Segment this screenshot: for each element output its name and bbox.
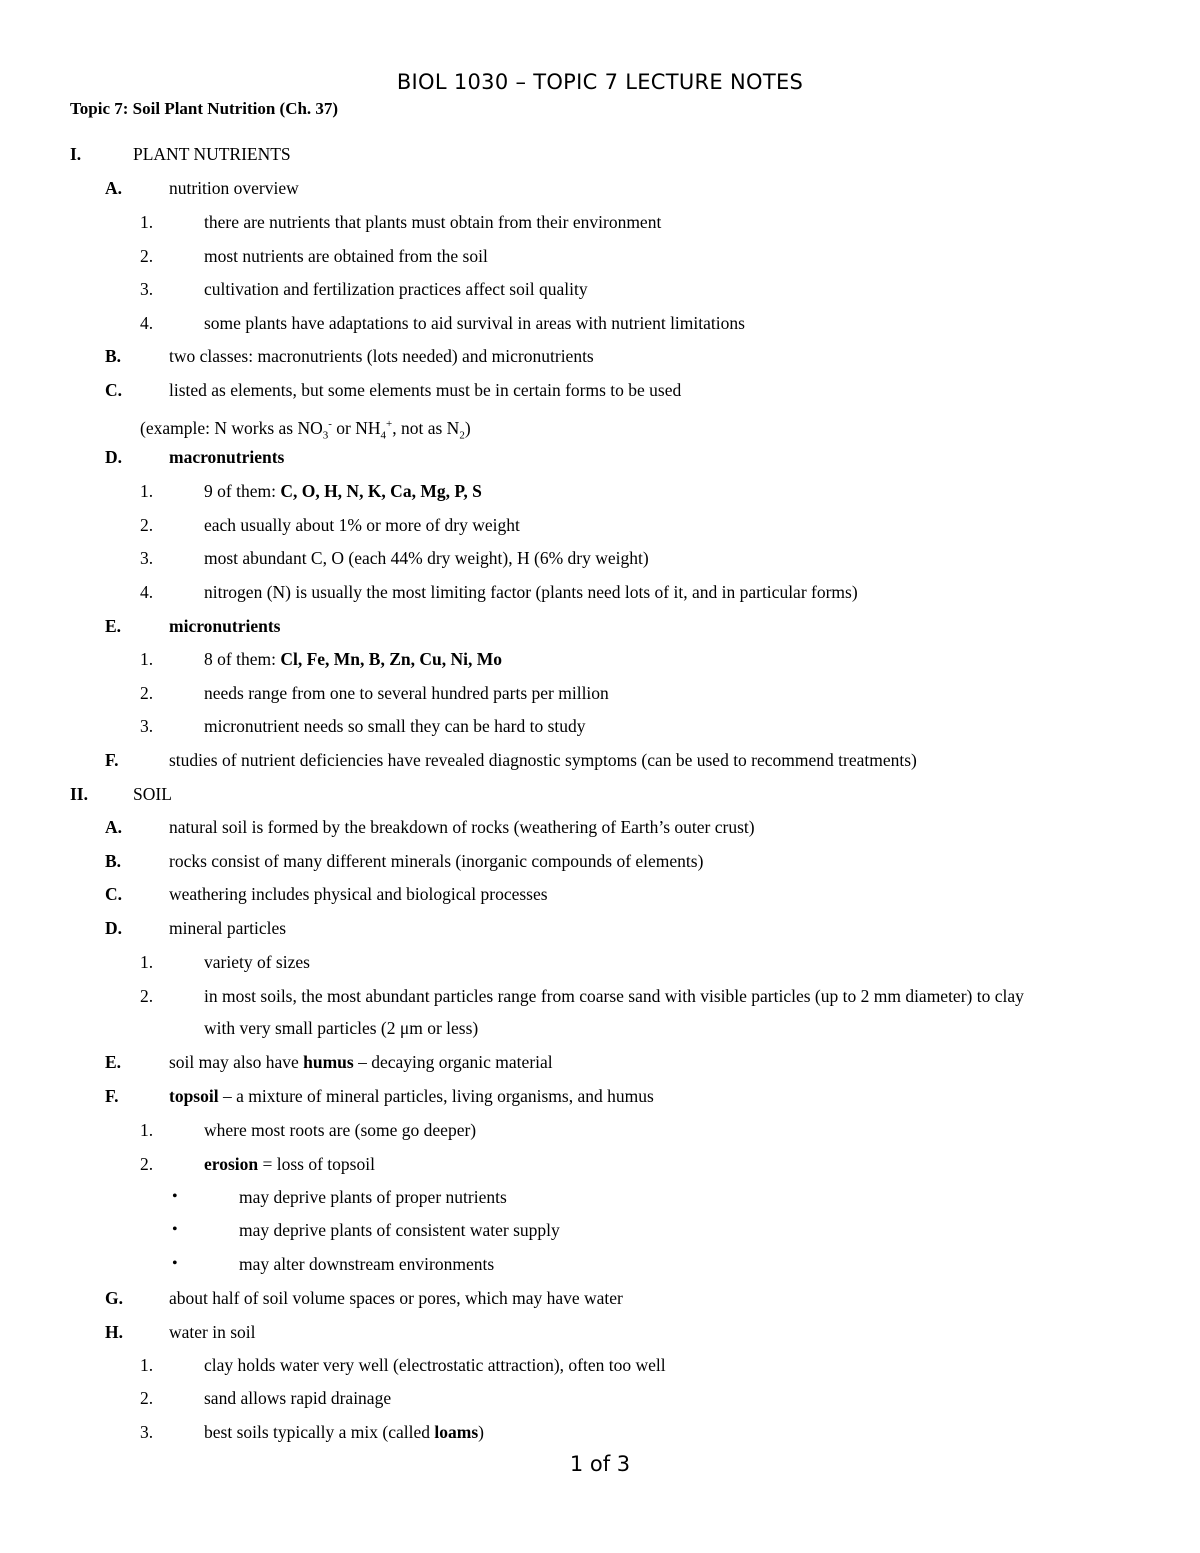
outline-item-level2 — [0, 171, 1200, 205]
outline-marker: 1. — [140, 1120, 154, 1140]
outline-item-level3 — [0, 642, 1200, 676]
outline-text: micronutrient needs so small they can be hard to study — [204, 716, 586, 736]
outline-text: SOIL — [133, 784, 172, 804]
bullet-icon: • — [172, 1255, 178, 1272]
outline-marker: 1. — [140, 212, 154, 232]
outline-text: best soils typically a mix (called loams) — [204, 1422, 484, 1442]
outline-item-level3 — [0, 205, 1200, 239]
outline-item-level3 — [0, 1415, 1200, 1449]
outline-text: two classes: macronutrients (lots needed) and micronutrients — [169, 346, 594, 366]
outline-item-level1 — [0, 777, 1200, 811]
outline-marker: E. — [105, 616, 122, 636]
outline-text: with very small particles (2 μm or less) — [204, 1018, 479, 1038]
outline-item-level2 — [0, 877, 1200, 911]
outline-item-level3 — [0, 945, 1200, 979]
outline-text: sand allows rapid drainage — [204, 1388, 392, 1408]
outline-marker: 3. — [140, 716, 154, 736]
outline-text: nitrogen (N) is usually the most limiting factor (plants need lots of it, and in particular forms) — [204, 582, 858, 602]
outline-marker: 4. — [140, 582, 154, 602]
chemical-forms-example: (example: N works as $NO_3^-$ or $NH_4^+$, not as $N_2$) — [140, 417, 471, 442]
outline-text: 9 of them: C, O, H, N, K, Ca, Mg, P, S — [204, 481, 482, 501]
outline-marker: G. — [105, 1288, 123, 1308]
outline-item-level2 — [0, 609, 1200, 643]
outline-marker: 1. — [140, 952, 154, 972]
outline-text: clay holds water very well (electrostatic attraction), often too well — [204, 1355, 666, 1375]
outline-item-level3 — [0, 1381, 1200, 1415]
outline-marker: 1. — [140, 1355, 154, 1375]
outline-item-level3 — [0, 272, 1200, 306]
outline-text: rocks consist of many different minerals (inorganic compounds of elements) — [169, 851, 704, 871]
outline-text: macronutrients — [169, 447, 285, 467]
outline-text: most abundant C, O (each 44% dry weight), H (6% dry weight) — [204, 548, 649, 568]
outline-item-level3 — [0, 709, 1200, 743]
outline-text: needs range from one to several hundred parts per million — [204, 683, 609, 703]
outline-item-level3 — [0, 1348, 1200, 1382]
outline-marker: C. — [105, 884, 123, 904]
outline-text: may deprive plants of consistent water supply — [239, 1220, 560, 1240]
outline-text: erosion = loss of topsoil — [204, 1154, 375, 1174]
outline-text: each usually about 1% or more of dry weight — [204, 515, 520, 535]
outline-text: topsoil – a mixture of mineral particles, living organisms, and humus — [169, 1086, 654, 1106]
outline-text: in most soils, the most abundant particles range from coarse sand with visible particles (up to 2 mm diameter) to clay — [204, 986, 1024, 1006]
outline-item-level3 — [0, 508, 1200, 542]
outline-text: weathering includes physical and biological processes — [169, 884, 548, 904]
outline-item-level3 — [0, 575, 1200, 609]
outline-marker: 2. — [140, 515, 154, 535]
outline-item-level2 — [0, 1079, 1200, 1113]
outline-wrap-line — [0, 1011, 1200, 1045]
outline-marker: 2. — [140, 683, 154, 703]
outline-marker: 3. — [140, 1422, 154, 1442]
topic-subtitle: Topic 7: Soil Plant Nutrition (Ch. 37) — [70, 99, 339, 118]
outline-marker: 4. — [140, 313, 154, 333]
outline-text: about half of soil volume spaces or pores, which may have water — [169, 1288, 623, 1308]
outline-marker: 3. — [140, 548, 154, 568]
outline-marker: 2. — [140, 986, 154, 1006]
outline-marker: 2. — [140, 246, 154, 266]
outline-item-level3 — [0, 979, 1200, 1013]
outline-item-level2 — [0, 1315, 1200, 1349]
outline-item-level3 — [0, 1147, 1200, 1181]
page-number: 1 of 3 — [569, 1452, 631, 1476]
outline-item-level3 — [0, 474, 1200, 508]
outline-marker: A. — [105, 178, 123, 198]
outline-marker: H. — [105, 1322, 123, 1342]
outline-text: water in soil — [169, 1322, 256, 1342]
outline-item-level2 — [0, 810, 1200, 844]
outline-marker: D. — [105, 918, 123, 938]
outline-marker: B. — [105, 346, 122, 366]
outline-marker: A. — [105, 817, 123, 837]
outline-item-level2 — [0, 1281, 1200, 1315]
outline-item-level2 — [0, 743, 1200, 777]
outline-item-level3 — [0, 239, 1200, 273]
outline-item-level2 — [0, 339, 1200, 373]
outline-marker: 2. — [140, 1154, 154, 1174]
outline-text: PLANT NUTRIENTS — [133, 144, 291, 164]
outline-marker: 1. — [140, 649, 154, 669]
page-header: BIOL 1030 – TOPIC 7 LECTURE NOTES — [396, 70, 804, 94]
outline-marker: 1. — [140, 481, 154, 501]
bullet-icon: • — [172, 1221, 178, 1238]
outline-text: may deprive plants of proper nutrients — [239, 1187, 507, 1207]
outline-item-level2 — [0, 440, 1200, 474]
outline-text: some plants have adaptations to aid survival in areas with nutrient limitations — [204, 313, 745, 333]
outline-marker: II. — [70, 784, 88, 804]
outline-text: cultivation and fertilization practices affect soil quality — [204, 279, 588, 299]
outline-text: most nutrients are obtained from the soil — [204, 246, 488, 266]
bullet-item — [0, 1213, 1200, 1247]
bullet-item — [0, 1247, 1200, 1281]
outline-continuation — [0, 407, 1200, 441]
outline-item-level2 — [0, 844, 1200, 878]
outline-text: there are nutrients that plants must obtain from their environment — [204, 212, 662, 232]
outline-text: soil may also have humus – decaying organic material — [169, 1052, 553, 1072]
outline-marker: F. — [105, 1086, 119, 1106]
outline-marker: C. — [105, 380, 123, 400]
outline-item-level3 — [0, 676, 1200, 710]
outline-item-level2 — [0, 911, 1200, 945]
outline-marker: I. — [70, 144, 82, 164]
outline-marker: B. — [105, 851, 122, 871]
bullet-item — [0, 1180, 1200, 1214]
outline-item-level3 — [0, 306, 1200, 340]
outline-item-level2 — [0, 373, 1200, 407]
outline-item-level1 — [0, 137, 1200, 171]
outline-marker: F. — [105, 750, 119, 770]
outline-marker: E. — [105, 1052, 122, 1072]
outline-text: mineral particles — [169, 918, 287, 938]
outline-marker: D. — [105, 447, 123, 467]
outline-item-level3 — [0, 541, 1200, 575]
outline-item-level2 — [0, 1045, 1200, 1079]
outline-text: natural soil is formed by the breakdown of rocks (weathering of Earth’s outer crust) — [169, 817, 755, 837]
outline-text: where most roots are (some go deeper) — [204, 1120, 477, 1140]
outline-text: 8 of them: Cl, Fe, Mn, B, Zn, Cu, Ni, Mo — [204, 649, 502, 669]
outline-text: may alter downstream environments — [239, 1254, 495, 1274]
outline-text: listed as elements, but some elements must be in certain forms to be used — [169, 380, 682, 400]
outline-item-level3 — [0, 1113, 1200, 1147]
outline-text: micronutrients — [169, 616, 281, 636]
bullet-icon: • — [172, 1188, 178, 1205]
outline-marker: 2. — [140, 1388, 154, 1408]
outline-marker: 3. — [140, 279, 154, 299]
outline-text: variety of sizes — [204, 952, 310, 972]
outline-text: studies of nutrient deficiencies have revealed diagnostic symptoms (can be used to recommend treatments) — [169, 750, 917, 770]
outline-text: nutrition overview — [169, 178, 299, 198]
